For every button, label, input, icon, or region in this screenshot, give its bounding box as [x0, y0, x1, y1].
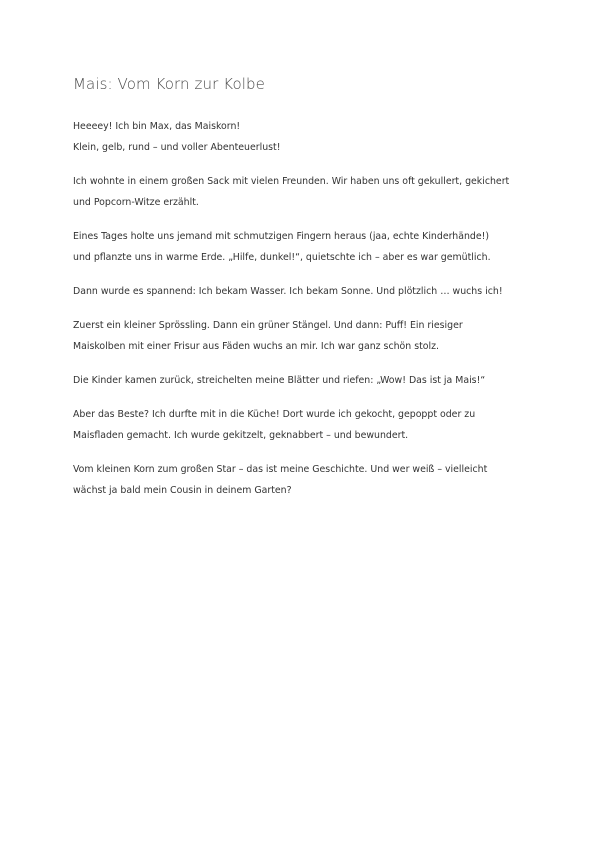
paragraph-4: [73, 281, 530, 302]
paragraph-6: [73, 370, 530, 391]
paragraph-3: [73, 226, 530, 268]
text-line: wächst ja bald mein Cousin in deinem Garten?: [73, 485, 292, 496]
paragraph-8: [73, 459, 530, 501]
paragraph-7: [73, 404, 530, 446]
text-line: Ich wohnte in einem großen Sack mit vielen Freunden. Wir haben uns oft gekullert, gekichert: [73, 176, 510, 187]
text-line: Eines Tages holte uns jemand mit schmutzigen Fingern heraus (jaa, echte Kinderhände!): [73, 231, 490, 242]
text-line: Zuerst ein kleiner Sprössling. Dann ein grüner Stängel. Und dann: Puff! Ein riesiger: [73, 320, 463, 331]
text-line: Die Kinder kamen zurück, streichelten meine Blätter und riefen: „Wow! Das ist ja Mais!“: [73, 375, 486, 386]
text-line: Aber das Beste? Ich durfte mit in die Küche! Dort wurde ich gekocht, gepoppt oder zu: [73, 409, 476, 420]
paragraph-2: [73, 171, 530, 213]
text-line: Klein, gelb, rund – und voller Abenteuerlust!: [73, 142, 281, 153]
text-line: Maiskolben mit einer Frisur aus Fäden wuchs an mir. Ich war ganz schön stolz.: [73, 341, 439, 352]
text-line: Heeeey! Ich bin Max, das Maiskorn!: [73, 121, 241, 132]
text-line: und pflanzte uns in warme Erde. „Hilfe, dunkel!“, quietschte ich – aber es war gemütlich.: [73, 252, 491, 263]
text-line: Vom kleinen Korn zum großen Star – das ist meine Geschichte. Und wer weiß – vielleicht: [73, 464, 488, 475]
paragraph-5: [73, 315, 530, 357]
text-line: Maisfladen gemacht. Ich wurde gekitzelt, geknabbert – und bewundert.: [73, 430, 409, 441]
text-line: und Popcorn-Witze erzählt.: [73, 197, 199, 208]
document-title: Mais: Vom Korn zur Kolbe: [73, 75, 265, 93]
paragraph-1: [73, 116, 530, 158]
text-line: Dann wurde es spannend: Ich bekam Wasser. Ich bekam Sonne. Und plötzlich … wuchs ich!: [73, 286, 503, 297]
